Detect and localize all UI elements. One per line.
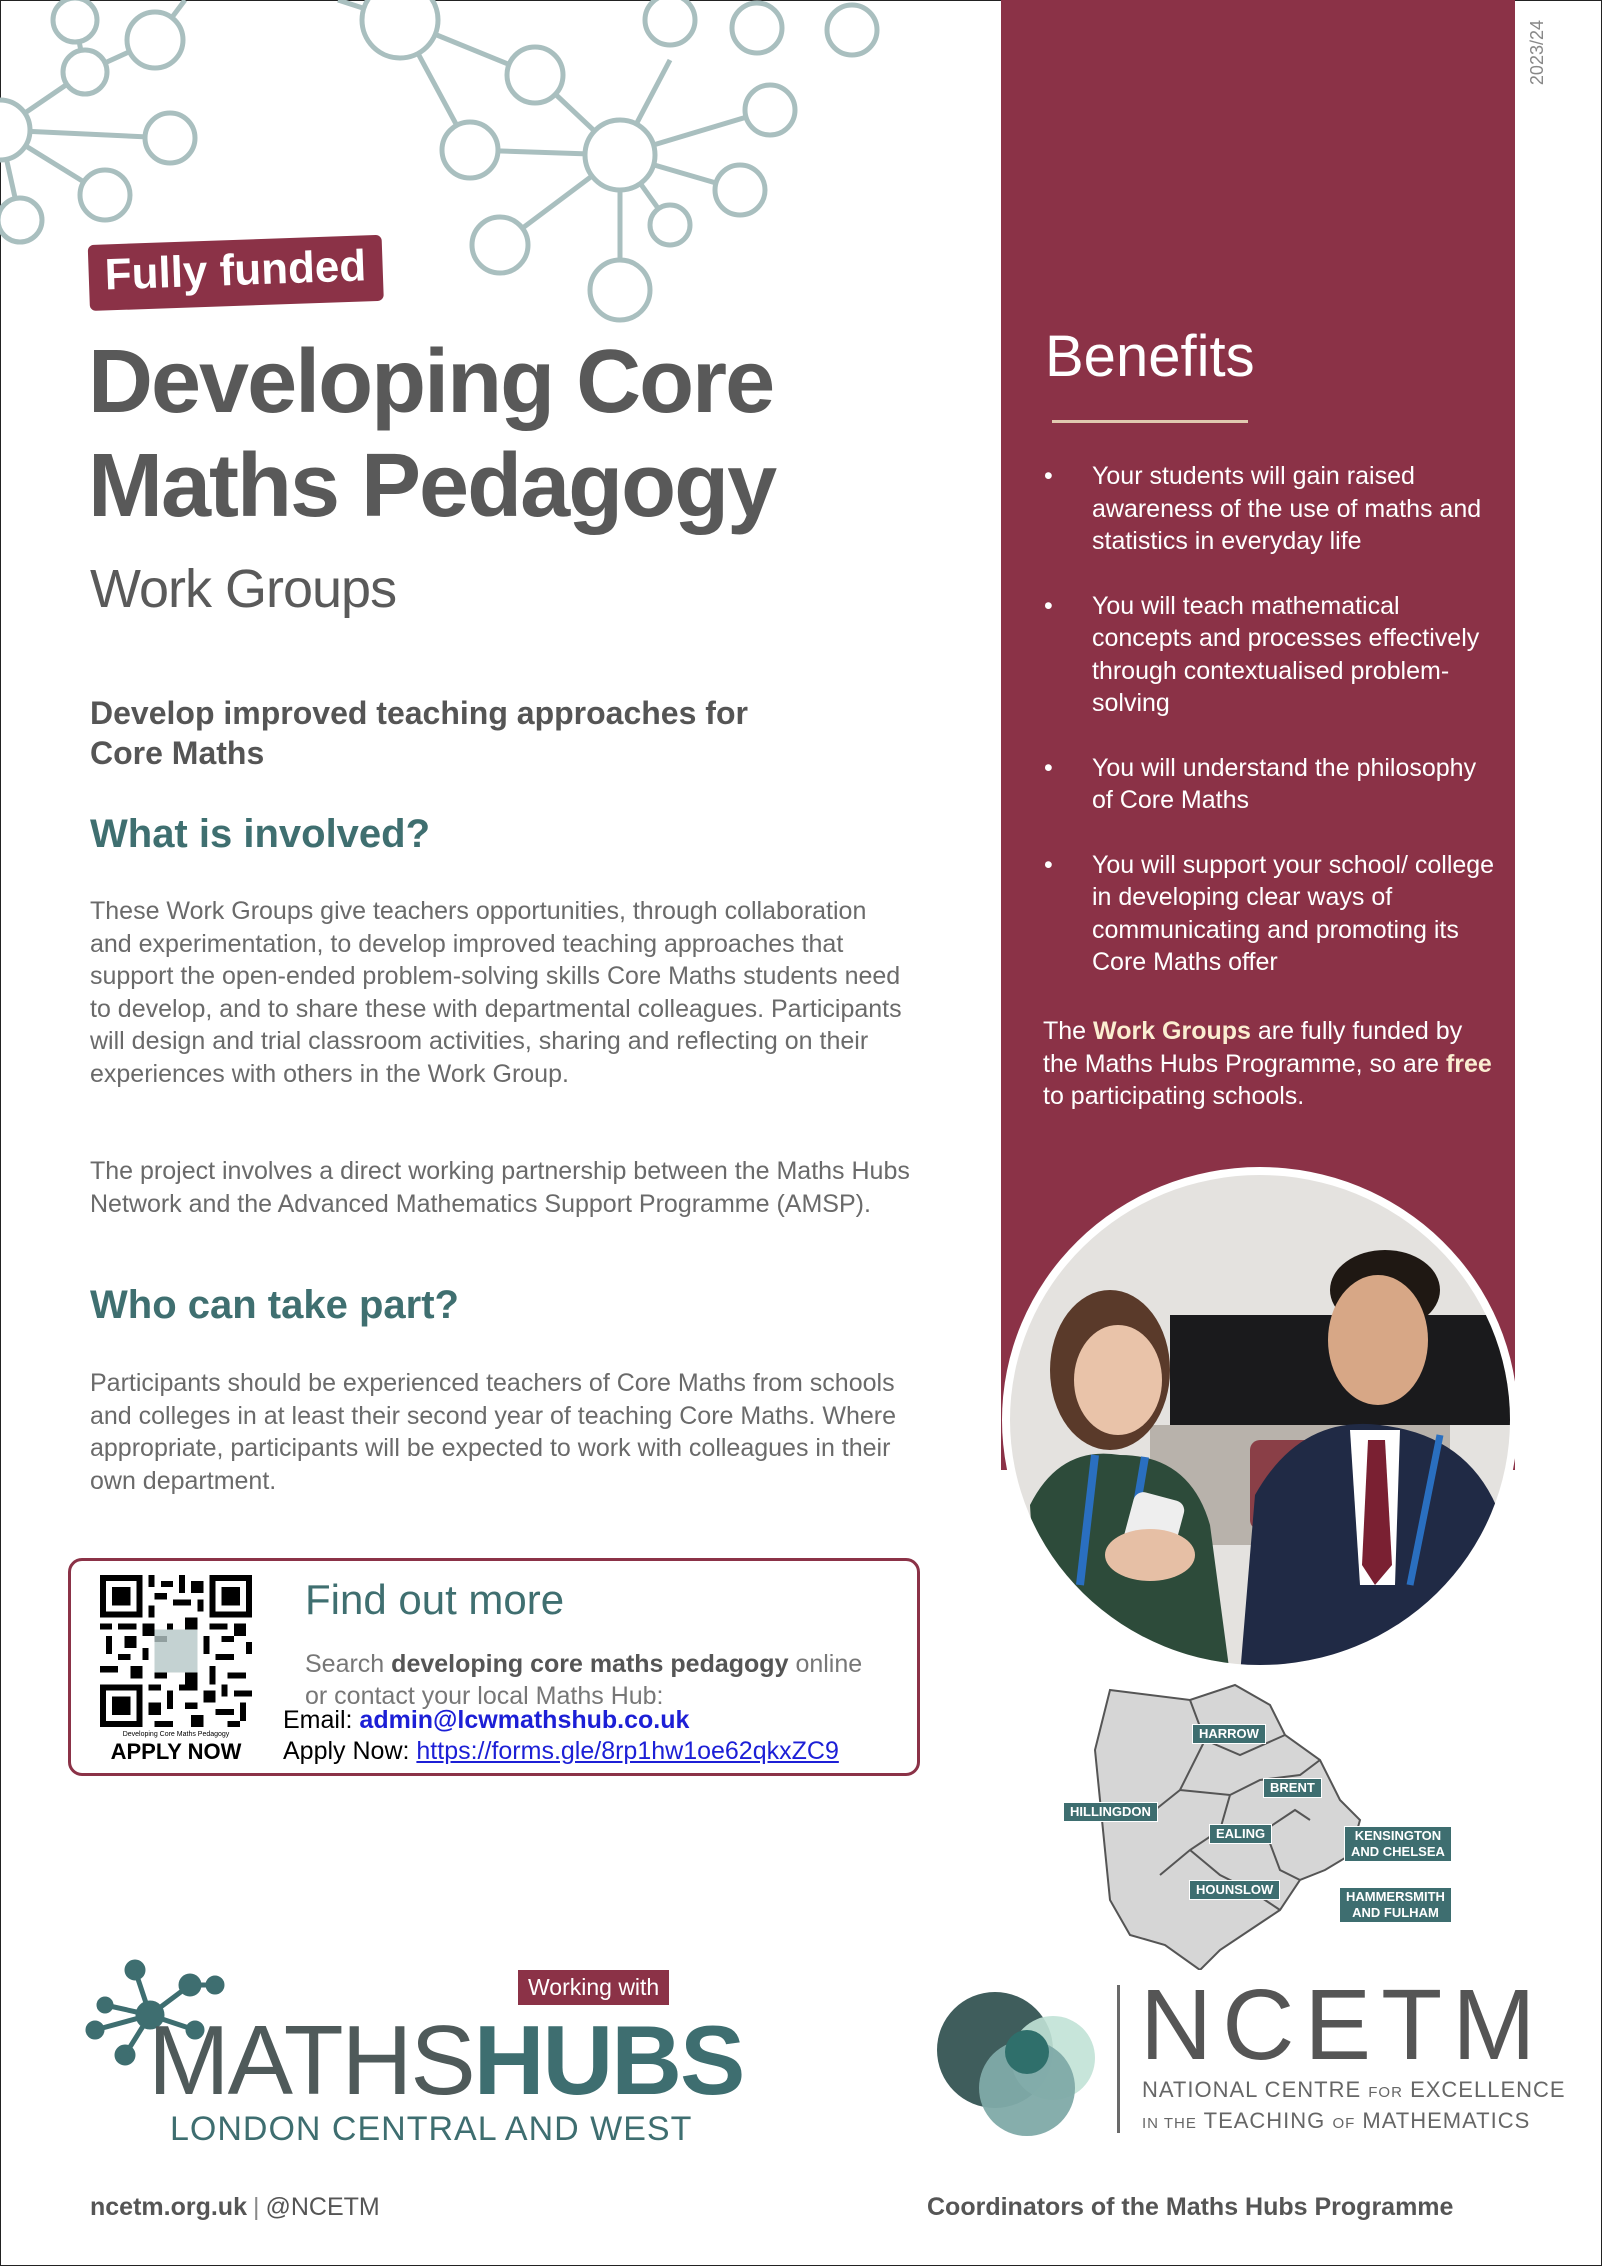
title-line-1: Developing Core — [88, 332, 774, 432]
funded-work-groups: Work Groups — [1093, 1017, 1251, 1045]
ncetm-wordmark: NCETM — [1140, 1969, 1546, 2081]
bullet-icon: • — [1044, 753, 1053, 782]
maths-hub-region: LONDON CENTRAL AND WEST — [170, 2110, 693, 2148]
find-out-more-text — [305, 1648, 905, 1712]
page-title — [88, 330, 775, 538]
apply-now-line — [283, 1737, 839, 1766]
map-label-brent: BRENT — [1263, 1778, 1322, 1798]
page-subtitle: Work Groups — [90, 559, 397, 619]
benefit-text-1: Your students will gain raised awareness of the use of maths and statistics in everyday life — [1092, 462, 1482, 555]
funded-prefix: The — [1043, 1017, 1087, 1045]
footer-website[interactable]: ncetm.org.uk — [90, 2193, 247, 2221]
bullet-icon: • — [1044, 591, 1053, 620]
kensington-line-2: AND CHELSEA — [1351, 1844, 1445, 1859]
map-label-hounslow: HOUNSLOW — [1189, 1880, 1280, 1900]
benefits-heading: Benefits — [1045, 324, 1255, 389]
benefit-text-2: You will teach mathematical concepts and processes effectively through contextualised problem-solving — [1092, 591, 1480, 717]
hammersmith-line-2: AND FULHAM — [1352, 1905, 1439, 1920]
qr-code-icon[interactable] — [100, 1575, 252, 1727]
kensington-line-1: KENSINGTON — [1354, 1828, 1442, 1843]
intro-statement — [90, 693, 790, 773]
benefits-list — [1042, 460, 1502, 979]
ncetm-sub-1c: EXCELLENCE — [1410, 2077, 1566, 2102]
ncetm-subtitle-line-1 — [1142, 2077, 1566, 2103]
footer-separator: | — [252, 2193, 260, 2221]
find-out-more-heading: Find out more — [305, 1576, 565, 1623]
benefit-item-1 — [1042, 460, 1502, 558]
maths-hubs-wordmark — [148, 2005, 744, 2115]
benefits-divider — [1052, 420, 1248, 423]
benefit-item-4 — [1042, 849, 1502, 979]
benefit-text-3: You will understand the philosophy of Core Maths — [1092, 753, 1477, 814]
map-label-hillingdon: HILLINGDON — [1063, 1802, 1158, 1822]
title-line-2: Maths Pedagogy — [88, 436, 776, 536]
map-label-harrow: HARROW — [1192, 1724, 1266, 1744]
email-label: Email: — [283, 1706, 353, 1734]
email-line — [283, 1706, 689, 1735]
ncetm-logo-icon — [935, 1980, 1105, 2140]
funded-suffix: to participating schools. — [1043, 1082, 1305, 1110]
search-term: developing core maths pedagogy — [391, 1650, 789, 1678]
who-paragraph: Participants should be experienced teachers of Core Maths from schools and colleges in at least their second year of teaching Core Maths. Where appropriate, participants will be expected to work with colleagues in their own department. — [90, 1369, 896, 1495]
footer-handle[interactable]: @NCETM — [265, 2193, 380, 2221]
email-address[interactable]: admin@lcwmathshub.co.uk — [359, 1706, 690, 1734]
benefit-item-3 — [1042, 752, 1502, 817]
ncetm-sub-1a: NATIONAL CENTRE — [1142, 2077, 1362, 2102]
apply-now-label: APPLY NOW — [110, 1739, 242, 1764]
funding-note — [1043, 1015, 1503, 1113]
footer-coordinators: Coordinators of the Maths Hubs Programme — [927, 2193, 1454, 2221]
involved-paragraph-1: These Work Groups give teachers opportunities, through collaboration and experimentation, to develop improved teaching approaches that support the open-ended problem-solving skills Core Maths students need to develop, and to share these with departmental colleagues. Participants will design and trial classroom activities, sharing and reflecting on their experiences with others in the Work Group. — [90, 897, 902, 1088]
apply-now-text: Apply Now: — [283, 1737, 410, 1765]
bullet-icon: • — [1044, 850, 1053, 879]
ncetm-sub-2b: TEACHING — [1203, 2108, 1326, 2133]
map-label-kensington — [1344, 1826, 1452, 1862]
ncetm-subtitle-line-2 — [1142, 2108, 1530, 2134]
hammersmith-line-1: HAMMERSMITH — [1346, 1889, 1445, 1904]
ncetm-sub-1b: FOR — [1368, 2084, 1403, 2101]
hubs-word: HUBS — [473, 2005, 744, 2115]
funded-middle: are fully funded by the Maths Hubs Programme, so are — [1043, 1017, 1463, 1078]
who-can-take-part-heading: Who can take part? — [90, 1283, 459, 1327]
ncetm-sub-2c: OF — [1332, 2115, 1356, 2132]
qr-caption: Developing Core Maths Pedagogy — [122, 1731, 230, 1738]
benefit-text-4: You will support your school/ college in developing clear ways of communicating and promoting its Core Maths offer — [1092, 850, 1495, 976]
benefit-item-2 — [1042, 590, 1502, 720]
fully-funded-badge: Fully funded — [88, 235, 384, 311]
intro-line-2: Core Maths — [90, 735, 265, 771]
intro-line-1: Develop improved teaching approaches for — [90, 695, 748, 731]
working-with-tag: Working with — [518, 1970, 669, 2005]
ncetm-sub-2a: IN THE — [1142, 2115, 1197, 2132]
year-label: 2023/24 — [1527, 20, 1547, 86]
what-is-involved-heading: What is involved? — [90, 812, 431, 856]
find-text-suffix: online — [795, 1650, 863, 1678]
footer-contact — [90, 2193, 380, 2222]
apply-now-link[interactable]: https://forms.gle/8rp1hw1oe62qkxZC9 — [416, 1737, 839, 1765]
find-text-line-2: or contact your local Maths Hub: — [305, 1682, 664, 1710]
find-text-prefix: Search — [305, 1650, 385, 1678]
map-label-ealing: EALING — [1209, 1824, 1272, 1844]
ncetm-sub-2d: MATHEMATICS — [1362, 2108, 1531, 2133]
funded-free: free — [1445, 1049, 1492, 1078]
bullet-icon: • — [1044, 462, 1053, 490]
teachers-photo — [1000, 1165, 1520, 1675]
map-label-hammersmith — [1339, 1887, 1452, 1923]
maths-word: MATHS — [148, 2005, 474, 2115]
involved-paragraph-2: The project involves a direct working partnership between the Maths Hubs Network and the Advanced Mathematics Support Programme (AMSP). — [90, 1157, 910, 1218]
ncetm-divider — [1117, 1985, 1120, 2133]
